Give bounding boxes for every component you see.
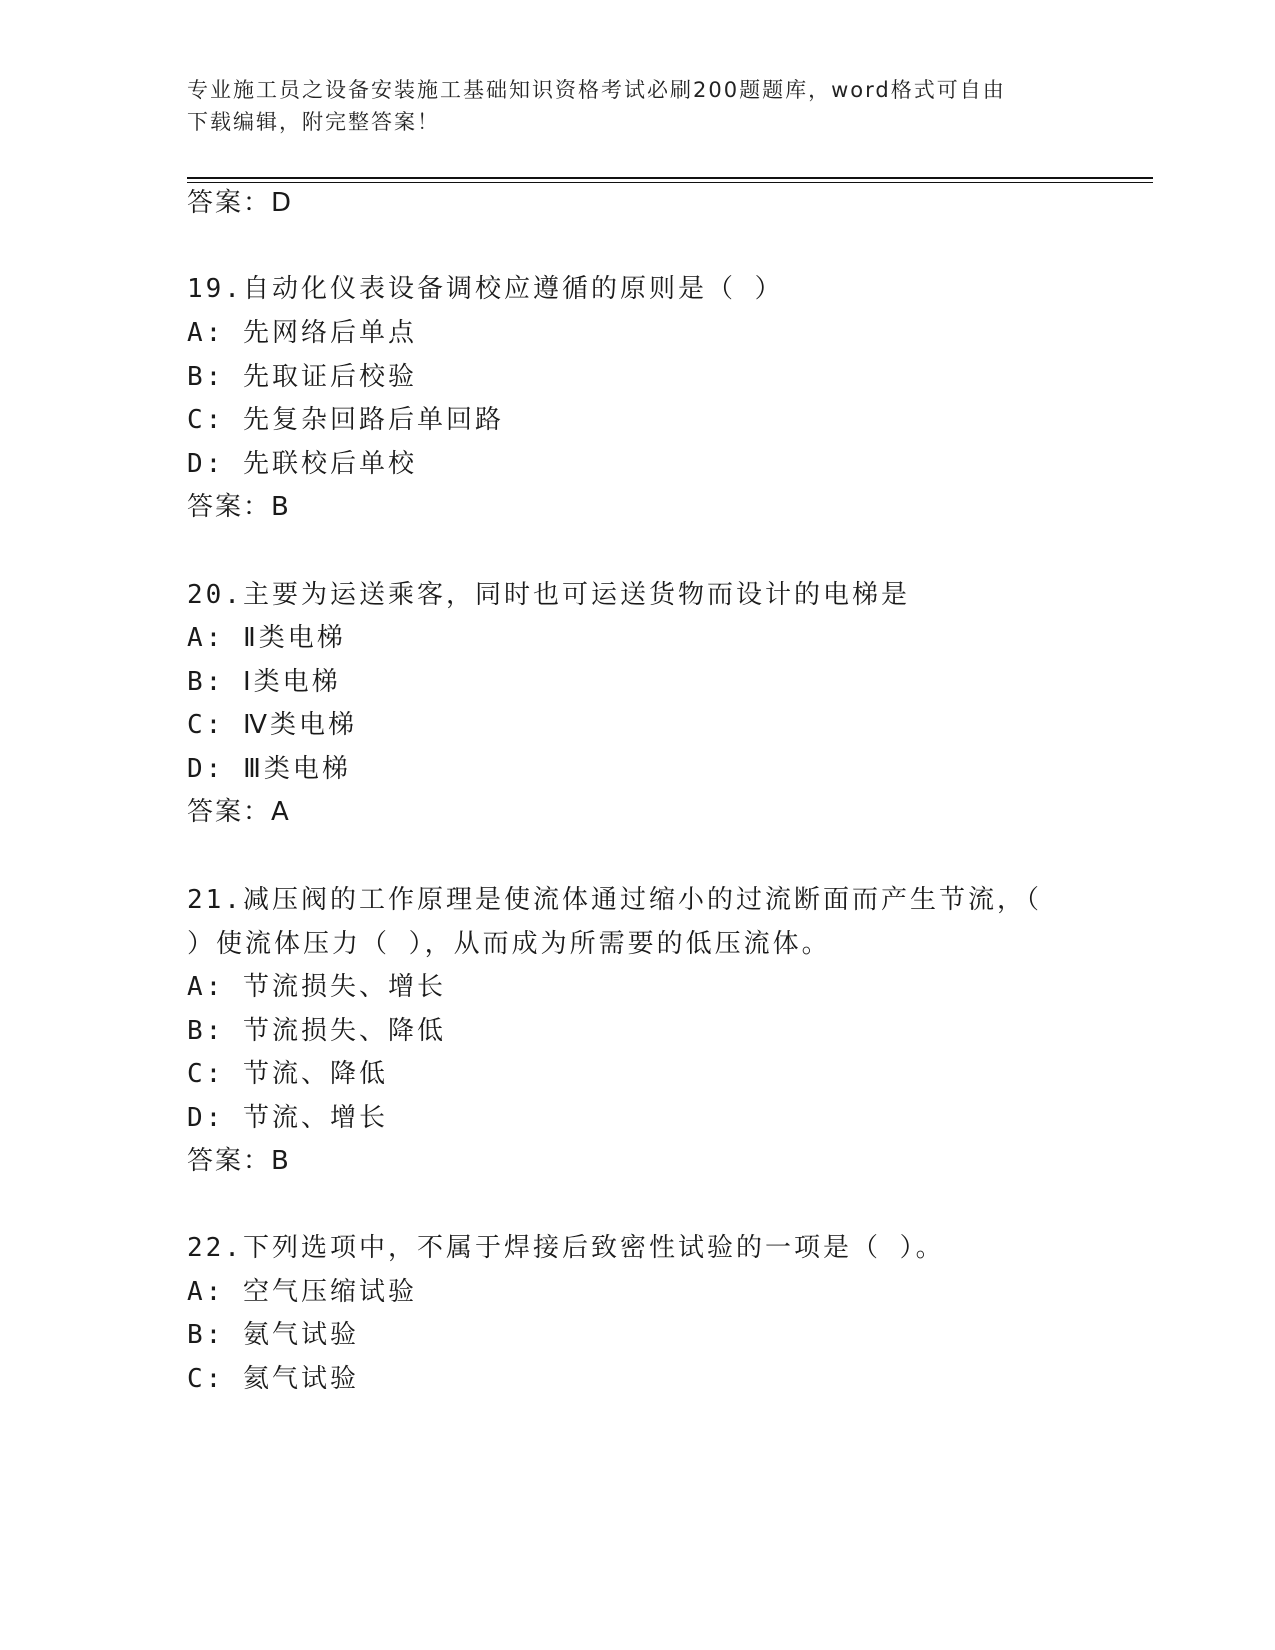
question-21-option-c: C: 节流、降低 xyxy=(187,1059,388,1089)
question-19-stem: 19.自动化仪表设备调校应遵循的原则是（ ） xyxy=(187,274,784,304)
question-21-stem-continued: ）使流体压力（ ），从而成为所需要的低压流体。 xyxy=(187,929,831,959)
question-19-answer: 答案：B xyxy=(187,492,291,522)
question-22-option-b: B: 氨气试验 xyxy=(187,1320,359,1350)
header-divider-thick xyxy=(187,177,1153,179)
answer-prev: 答案：D xyxy=(187,188,294,218)
question-19-option-a: A: 先网络后单点 xyxy=(187,318,417,348)
question-21-option-d: D: 节流、增长 xyxy=(187,1103,388,1133)
question-21-option-b: B: 节流损失、降低 xyxy=(187,1016,446,1046)
question-19-option-b: B: 先取证后校验 xyxy=(187,362,417,392)
question-20-option-a: A: Ⅱ类电梯 xyxy=(187,623,346,653)
question-20-answer: 答案：A xyxy=(187,797,291,827)
question-22-stem: 22.下列选项中，不属于焊接后致密性试验的一项是（ ）。 xyxy=(187,1233,945,1263)
question-19-option-d: D: 先联校后单校 xyxy=(187,449,417,479)
question-21-answer: 答案：B xyxy=(187,1146,291,1176)
question-22-option-a: A: 空气压缩试验 xyxy=(187,1277,417,1307)
header-line-2: 下载编辑，附完整答案！ xyxy=(187,110,440,134)
header-line-1: 专业施工员之设备安装施工基础知识资格考试必刷200题题库，word格式可自由 xyxy=(187,78,1006,102)
document-header xyxy=(187,74,1087,138)
question-19-option-c: C: 先复杂回路后单回路 xyxy=(187,405,504,435)
question-21-option-a: A: 节流损失、增长 xyxy=(187,972,446,1002)
question-21-stem: 21.减压阀的工作原理是使流体通过缩小的过流断面而产生节流，（ xyxy=(187,885,1042,915)
question-20-option-b: B: Ⅰ类电梯 xyxy=(187,667,341,697)
question-20-option-c: C: Ⅳ类电梯 xyxy=(187,710,357,740)
question-20-stem: 20.主要为运送乘客，同时也可运送货物而设计的电梯是 xyxy=(187,580,910,610)
question-22-option-c: C: 氦气试验 xyxy=(187,1364,359,1394)
question-20-option-d: D: Ⅲ类电梯 xyxy=(187,754,351,784)
header-divider-thin xyxy=(187,182,1153,183)
